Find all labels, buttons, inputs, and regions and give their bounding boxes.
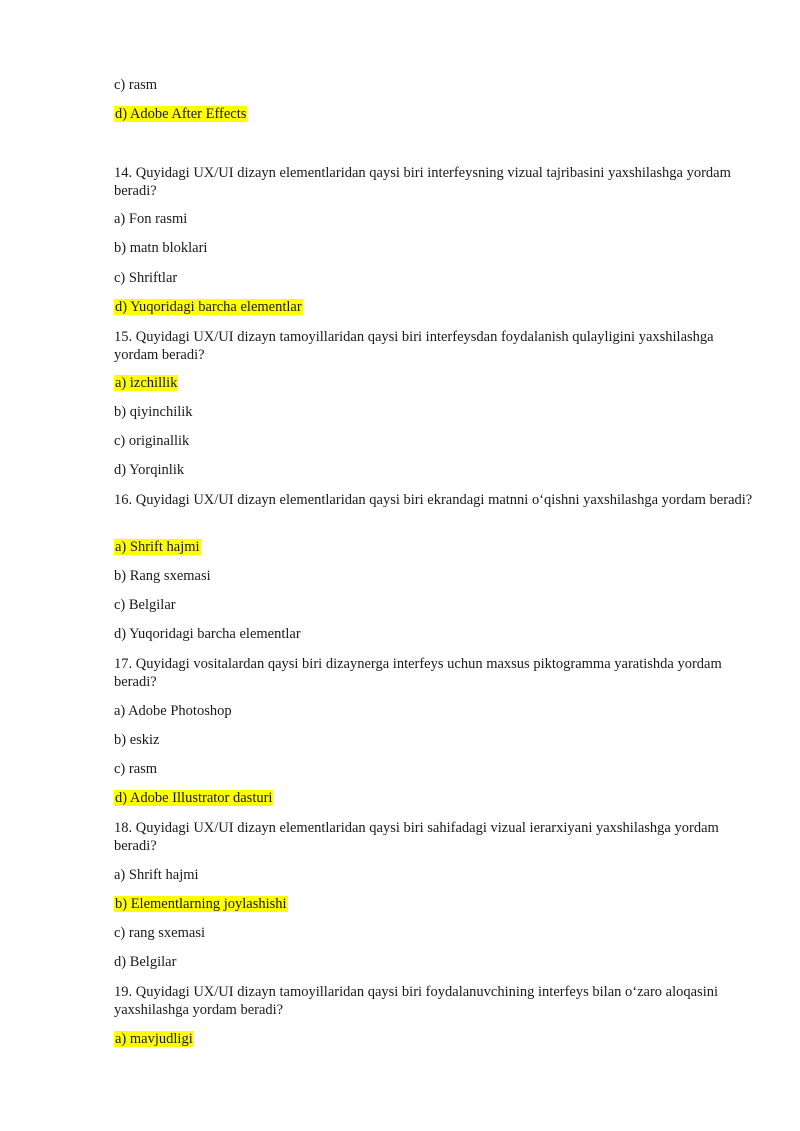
- question-16: 16. Quyidagi UX/UI dizayn elementlaridan qaysi biri ekrandagi matnni o‘qishni yaxshilashga yordam beradi?: [114, 492, 753, 508]
- option-d: d) Belgilar: [114, 954, 177, 970]
- highlighted-answer: a) mavjudligi: [115, 1031, 193, 1047]
- option-b: [114, 895, 288, 913]
- highlighted-answer: a) izchillik: [115, 375, 178, 391]
- highlighted-answer: b) Elementlarning joylashishi: [115, 896, 287, 912]
- option-c: c) originallik: [114, 433, 190, 449]
- option-c: c) rang sxemasi: [114, 925, 205, 941]
- option-c: c) rasm: [114, 761, 158, 777]
- highlighted-answer: a) Shrift hajmi: [115, 539, 200, 555]
- option-a: [114, 374, 178, 392]
- highlighted-answer: d) Adobe After Effects: [115, 106, 247, 122]
- option-a: [114, 538, 201, 556]
- option-b: b) matn bloklari: [114, 240, 208, 256]
- question-14: 14. Quyidagi UX/UI dizayn elementlaridan qaysi biri interfeysning vizual tajribasini yaxshilashga yordam beradi?: [114, 165, 731, 199]
- option-d: [114, 298, 303, 316]
- question-19: 19. Quyidagi UX/UI dizayn tamoyillaridan qaysi biri foydalanuvchining interfeys bilan o‘zaro aloqasini yaxshilashga yordam beradi?: [114, 984, 719, 1018]
- option-d: d) Yorqinlik: [114, 462, 185, 478]
- option-a: a) Adobe Photoshop: [114, 703, 232, 719]
- option-c: c) Shriftlar: [114, 270, 178, 286]
- option-b: b) qiyinchilik: [114, 404, 193, 420]
- option-c: c) rasm: [114, 77, 158, 93]
- question-18: 18. Quyidagi UX/UI dizayn elementlaridan qaysi biri sahifadagi vizual ierarxiyani yaxshilashga yordam beradi?: [114, 820, 719, 854]
- option-a: [114, 1030, 194, 1048]
- option-a: a) Shrift hajmi: [114, 867, 199, 883]
- option-d: d) Yuqoridagi barcha elementlar: [114, 626, 301, 642]
- highlighted-answer: d) Yuqoridagi barcha elementlar: [115, 299, 302, 315]
- question-15: 15. Quyidagi UX/UI dizayn tamoyillaridan qaysi biri interfeysdan foydalanish qulayligini yaxshilashga yordam beradi?: [114, 329, 714, 363]
- option-b: b) eskiz: [114, 732, 160, 748]
- option-c: c) Belgilar: [114, 597, 176, 613]
- option-d: [114, 105, 247, 123]
- option-b: b) Rang sxemasi: [114, 568, 211, 584]
- option-a: a) Fon rasmi: [114, 211, 188, 227]
- question-17: 17. Quyidagi vositalardan qaysi biri dizaynerga interfeys uchun maxsus piktogramma yaratishda yordam beradi?: [114, 656, 722, 690]
- highlighted-answer: d) Adobe Illustrator dasturi: [115, 790, 273, 806]
- option-d: [114, 789, 273, 807]
